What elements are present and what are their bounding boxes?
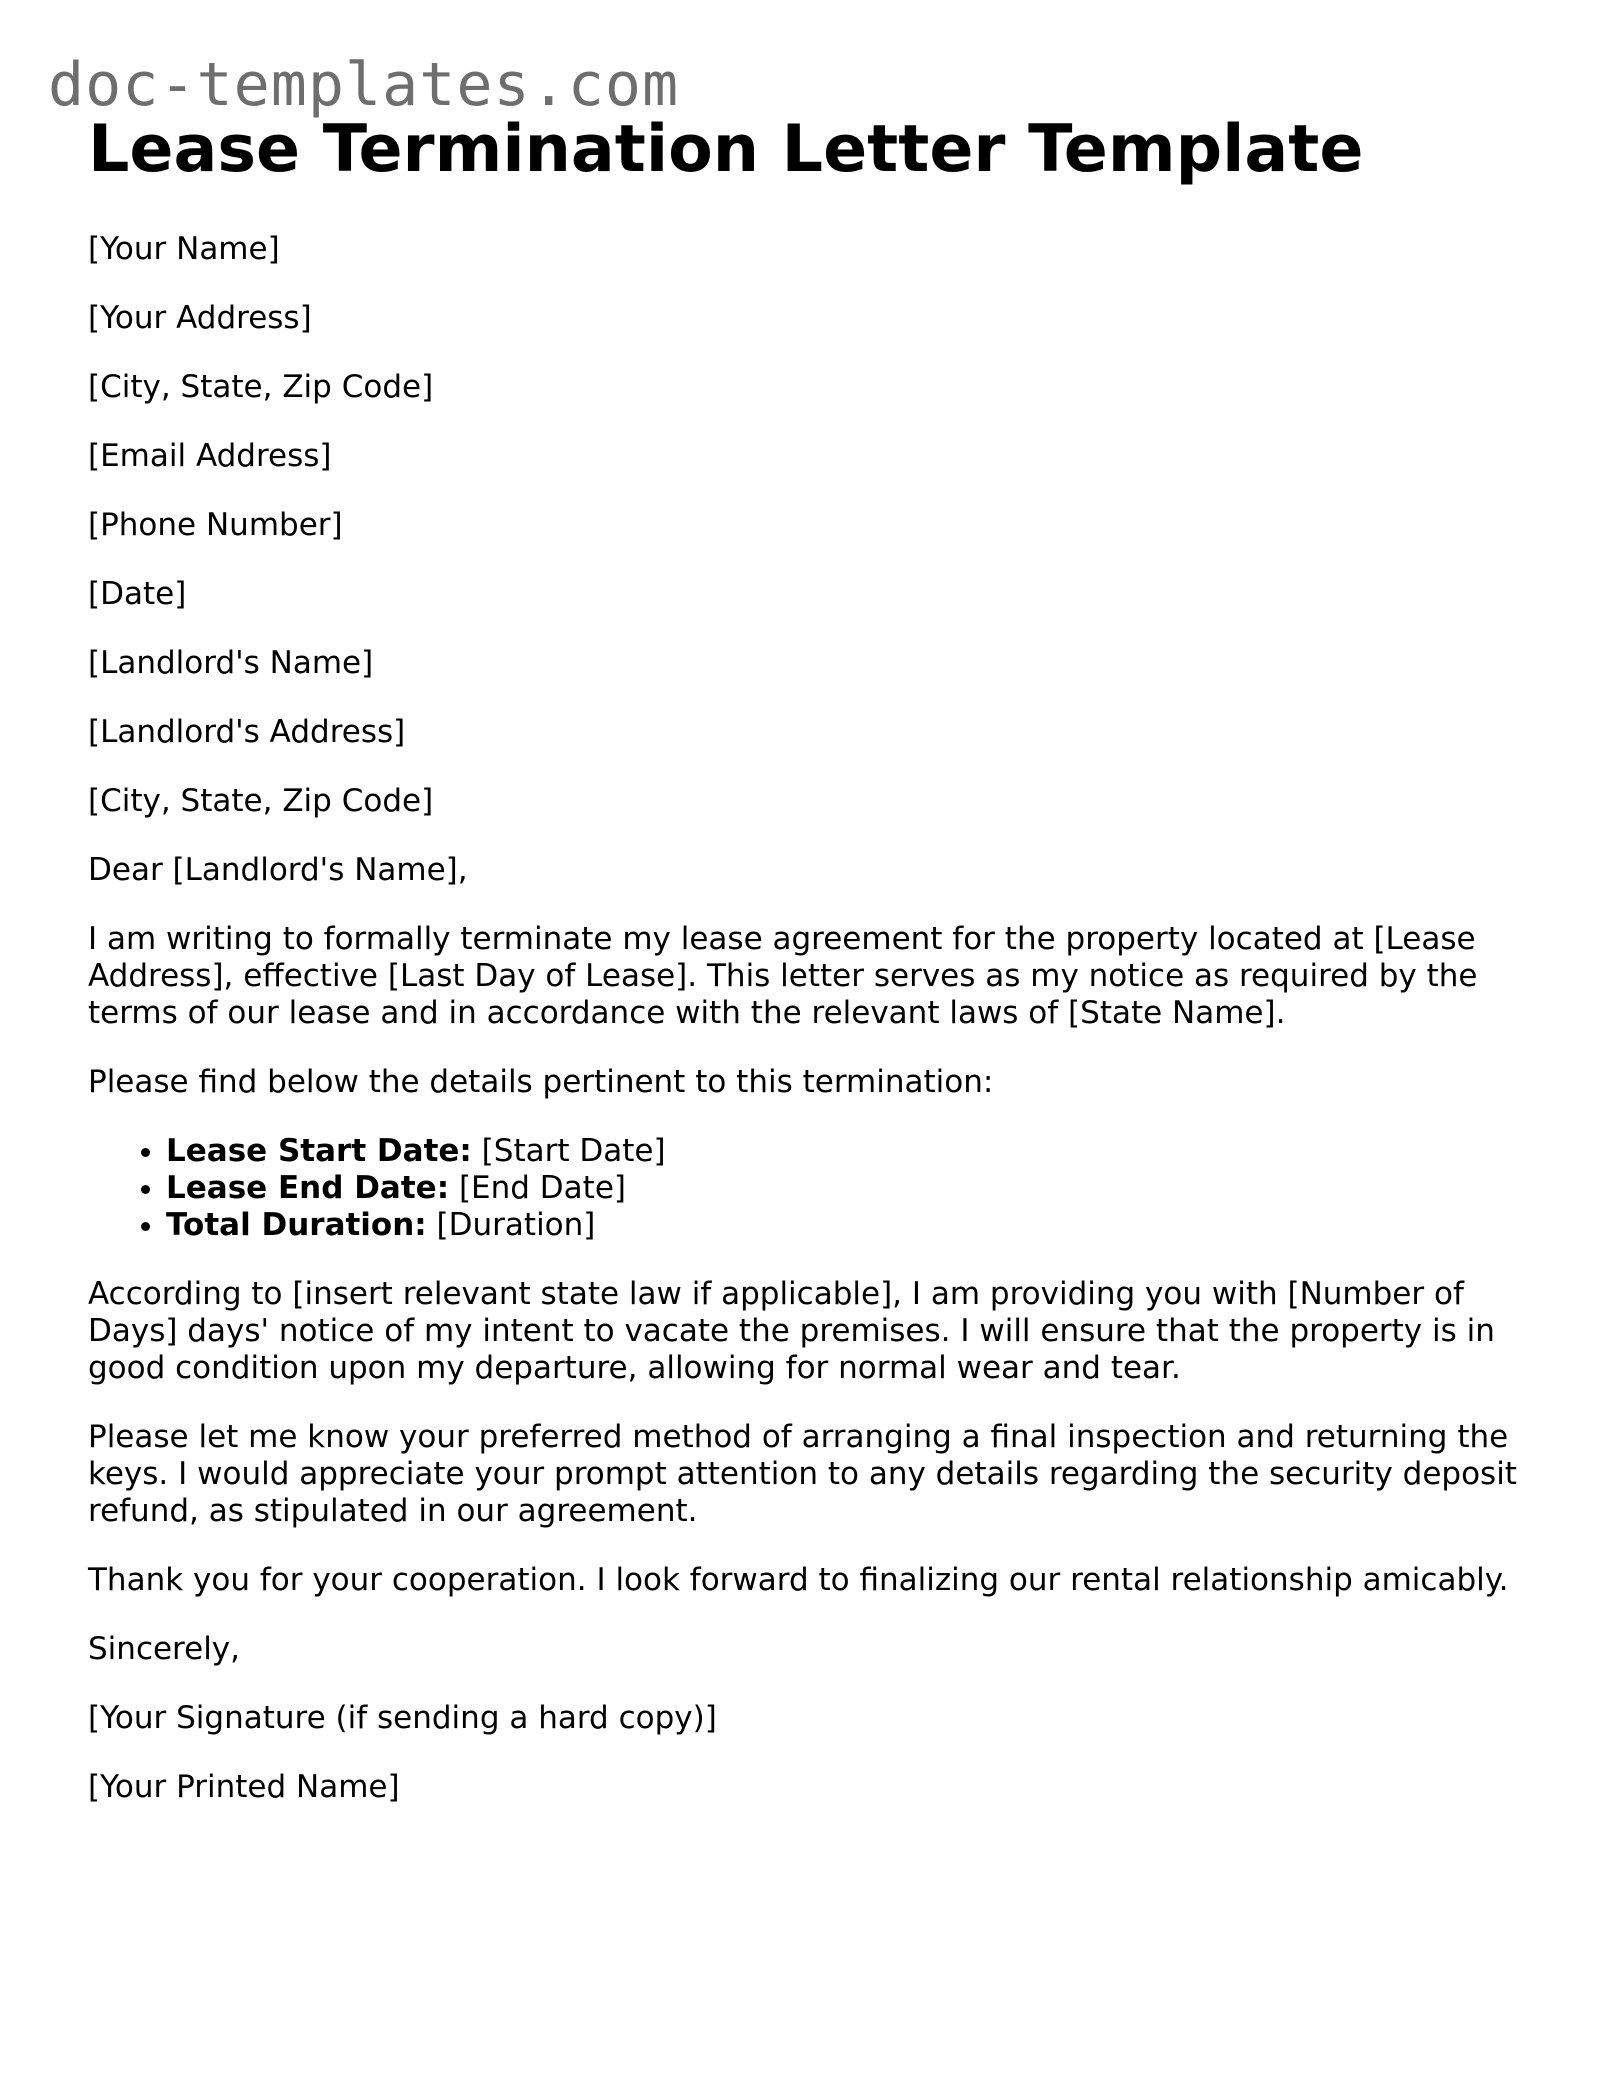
- sender-phone: [Phone Number]: [88, 507, 343, 543]
- letter-body: [88, 921, 1528, 1101]
- recipient-address: [Landlord's Address]: [88, 714, 406, 750]
- closing-block: [88, 1631, 1528, 1806]
- salutation: Dear [Landlord's Name],: [88, 852, 468, 888]
- sender-email: [Email Address]: [88, 438, 332, 474]
- closing-phrase: Sincerely,: [88, 1631, 241, 1667]
- recipient-name: [Landlord's Name]: [88, 645, 374, 681]
- letter-body-continued: [88, 1276, 1528, 1599]
- recipient-city-state-zip: [City, State, Zip Code]: [88, 783, 434, 819]
- page-title: Lease Termination Letter Template: [88, 112, 1364, 187]
- detail-value: [Start Date]: [471, 1133, 666, 1169]
- paragraph-thanks: Thank you for your cooperation. I look forward to finalizing our rental relationship amicably.: [88, 1562, 1509, 1598]
- paragraph-termination-notice: I am writing to formally terminate my lease agreement for the property located at [Lease Address], effective [Last Day of Lease]. This letter serves as my notice as required by the terms of our lease and in accordance with the relevant laws of [State Name].: [88, 921, 1478, 1031]
- paragraph-details-intro: Please find below the details pertinent to this termination:: [88, 1064, 994, 1100]
- sender-name: [Your Name]: [88, 231, 280, 267]
- signature-line: [Your Signature (if sending a hard copy)]: [88, 1700, 717, 1736]
- list-item: [166, 1133, 1528, 1170]
- paragraph-inspection: Please let me know your preferred method of arranging a final inspection and returning the keys. I would appreciate your prompt attention to any details regarding the security deposit refund, as stipulated in our agreement.: [88, 1419, 1517, 1529]
- detail-label: Lease Start Date:: [166, 1133, 472, 1169]
- letter-date: [Date]: [88, 576, 187, 612]
- lease-details-list: [88, 1133, 1528, 1244]
- list-item: [166, 1207, 1528, 1244]
- detail-label: Total Duration:: [166, 1207, 427, 1243]
- printed-name: [Your Printed Name]: [88, 1769, 400, 1805]
- sender-address: [Your Address]: [88, 300, 312, 336]
- detail-value: [Duration]: [426, 1207, 596, 1243]
- sender-city-state-zip: [City, State, Zip Code]: [88, 369, 434, 405]
- detail-value: [End Date]: [449, 1170, 626, 1206]
- letter-document: [88, 112, 1528, 1838]
- sender-block: [88, 231, 1528, 889]
- detail-label: Lease End Date:: [166, 1170, 450, 1206]
- paragraph-notice-period: According to [insert relevant state law if applicable], I am providing you with [Number of Days] days' notice of my intent to vacate the premises. I will ensure that the property is in good condition upon my departure, allowing for normal wear and tear.: [88, 1276, 1495, 1386]
- site-watermark: doc-templates.com: [48, 50, 680, 120]
- list-item: [166, 1170, 1528, 1207]
